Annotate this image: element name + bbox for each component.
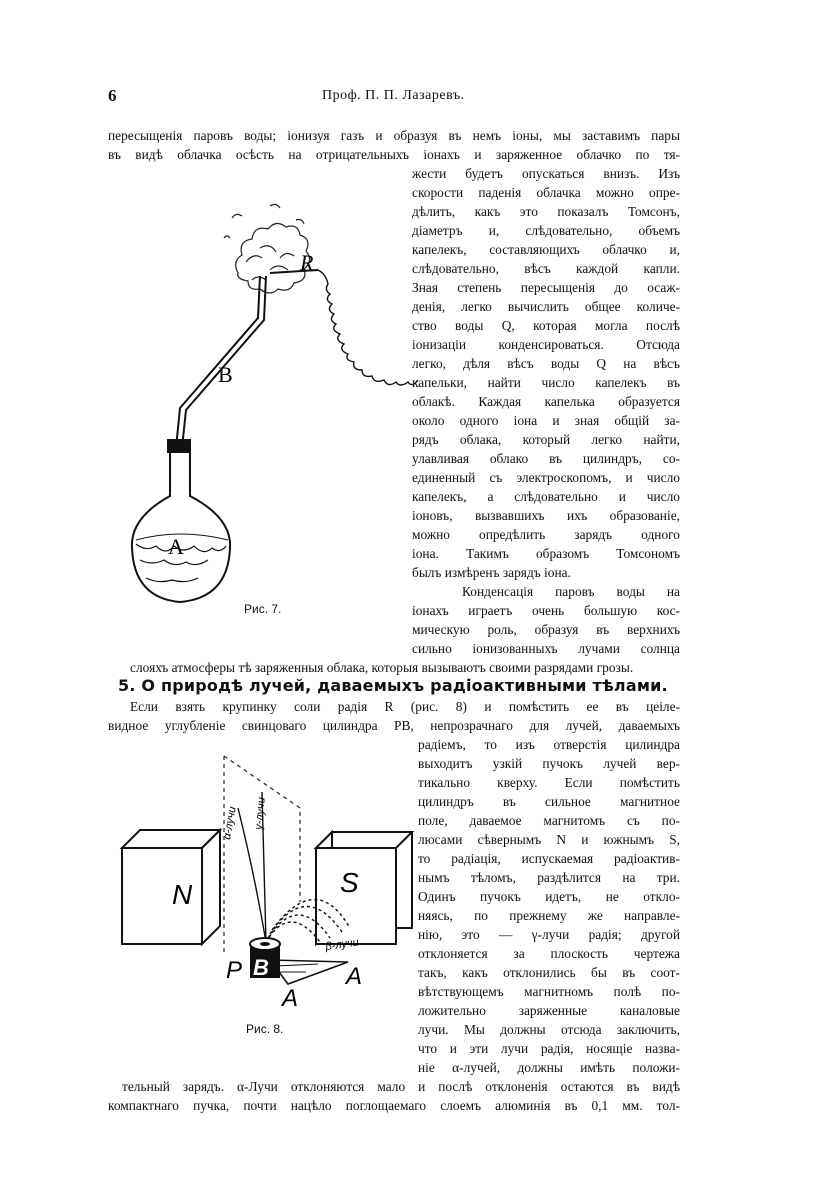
text-line: жести будетъ опускаться внизъ. Изъ xyxy=(412,166,680,181)
label-alpha-rays: α-лучи xyxy=(221,805,239,841)
figure-8-apparatus xyxy=(120,752,415,1022)
text-line: пересыщенія паровъ воды; іонизуя газъ и образуя въ немъ іоны, мы заставимъ пары xyxy=(108,128,680,143)
text-line: Одинъ пучокъ идетъ, не откло- xyxy=(418,889,680,904)
running-head: Проф. П. П. Лазаревъ. xyxy=(322,88,465,103)
text-line: люсами сѣвернымъ N и южнымъ S, xyxy=(418,832,680,847)
text-line: Конденсація паровъ воды на xyxy=(462,584,680,599)
text-line: слѣдовательно, вѣсъ каждой капли. xyxy=(412,261,680,276)
text-line: радіемъ, то изъ отверстія цилиндра xyxy=(418,737,680,752)
label-a: A xyxy=(168,534,184,559)
label-gamma-rays: γ-лучи xyxy=(253,796,268,831)
magnet-pole-n xyxy=(122,830,220,944)
text-line: мическую роль, образуя въ верхнихъ xyxy=(412,622,680,637)
text-line: нію, это — γ-лучи радія; другой xyxy=(418,927,680,942)
label-b: B xyxy=(253,955,269,980)
figure-7-apparatus xyxy=(120,178,410,618)
text-line: тельный зарядъ. α-Лучи отклоняются мало и послѣ отклоненія остаются въ видѣ xyxy=(122,1079,680,1094)
label-p: P xyxy=(226,957,243,984)
page-number: 6 xyxy=(108,86,117,105)
text-line: іонизаціи конденсироваться. Отсюда xyxy=(412,337,680,352)
text-line: діаметръ и, слѣдовательно, объемъ xyxy=(412,223,680,238)
text-line: видное углубленіе свинцоваго цилиндра PB, непрозрачнаго для лучей, даваемыхъ xyxy=(108,718,680,733)
text-line: компактнаго пучка, почти нацѣло поглощаемаго слоемъ алюминія въ 0,1 мм. тол- xyxy=(108,1098,680,1113)
text-line: такъ, какъ отклонились бы въ соот- xyxy=(418,965,680,980)
magnet-pole-s xyxy=(316,832,412,944)
text-line: ложительно заряженные каналовые xyxy=(418,1003,680,1018)
label-s: S xyxy=(340,867,359,898)
text-line: отклоняется за плоскость чертежа xyxy=(418,946,680,961)
text-line: іона. Такимъ образомъ Томсономъ xyxy=(412,546,680,561)
flask xyxy=(132,440,230,602)
text-line: ство воды Q, которая могла послѣ xyxy=(412,318,680,333)
text-line: около одного іона и зная общій за- xyxy=(412,413,680,428)
text-line: легко, дѣля вѣсъ воды Q на вѣсъ xyxy=(412,356,680,371)
text-line: Зная степень пересыщенія до осаж- xyxy=(412,280,680,295)
text-line: тикально кверху. Если помѣстить xyxy=(418,775,680,790)
text-line: былъ измѣренъ зарядъ іона. xyxy=(412,565,571,580)
text-line: капелекъ, а слѣдовательно и число xyxy=(412,489,680,504)
text-line: выходитъ узкій пучокъ лучей вер- xyxy=(418,756,680,771)
text-line: въ видѣ облачка осѣсть на отрицательныхъ іонахъ и заряженное облачко по тя- xyxy=(108,147,680,162)
figure-8-caption: Рис. 8. xyxy=(246,1022,284,1036)
label-beta-rays: β-лучи xyxy=(324,936,360,953)
text-line: денія, легко вычислить общее количе- xyxy=(412,299,680,314)
text-line: капелекъ, составляющихъ облачко и, xyxy=(412,242,680,257)
text-line: Если взять крупинку соли радія R (рис. 8) и помѣстить ее въ цеіле- xyxy=(130,699,680,714)
text-line: скорости паденія облачка можно опре- xyxy=(412,185,680,200)
text-line: цилиндръ въ сильное магнитное xyxy=(418,794,680,809)
text-line: слояхъ атмосферы тѣ заряженныя облака, которыя вызываютъ своими разрядами грозы. xyxy=(130,660,634,675)
section-heading: 5. О природѣ лучей, даваемыхъ радіоактивными тѣлами. xyxy=(118,676,668,695)
text-line: рядъ облака, который легко найти, xyxy=(412,432,680,447)
text-line: іонахъ играетъ очень большую кос- xyxy=(412,603,680,618)
text-line: единенный съ электроскопомъ, и число xyxy=(412,470,680,485)
text-line: улавливая облако въ цилиндръ, со- xyxy=(412,451,680,466)
text-line: нымъ тѣломъ, раздѣлится на три. xyxy=(418,870,680,885)
label-r: R xyxy=(300,250,314,275)
text-line: вѣтствующемъ магнитномъ полѣ по- xyxy=(418,984,680,999)
text-line: дѣлить, какъ это показалъ Томсонъ, xyxy=(412,204,680,219)
label-n: N xyxy=(172,879,193,910)
text-line: ніе α-лучей, должны имѣть положи- xyxy=(418,1060,680,1075)
text-line: поле, даваемое магнитомъ съ по- xyxy=(418,813,680,828)
text-line: что и эти лучи радія, носящіе назва- xyxy=(418,1041,680,1056)
text-line: капельки, найти число капелекъ въ xyxy=(412,375,680,390)
figure-7-caption: Рис. 7. xyxy=(244,602,282,616)
text-line: то радіація, испускаемая радіоактив- xyxy=(418,851,680,866)
text-line: іоновъ, вызвавшихъ ихъ образованіе, xyxy=(412,508,680,523)
plate-hatching xyxy=(276,964,318,972)
label-a-lower: A xyxy=(282,985,299,1012)
label-a-right: A xyxy=(346,963,363,990)
text-line: няясь, по прежнему же направле- xyxy=(418,908,680,923)
text-line: сильно іонизованныхъ лучами солнца xyxy=(412,641,680,656)
text-line: можно опредѣлить зарядъ одного xyxy=(412,527,680,542)
text-line: лучи. Мы должны отсюда заключить, xyxy=(418,1022,680,1037)
text-line: облакѣ. Каждая капелька образуется xyxy=(412,394,680,409)
label-b: B xyxy=(218,362,233,387)
